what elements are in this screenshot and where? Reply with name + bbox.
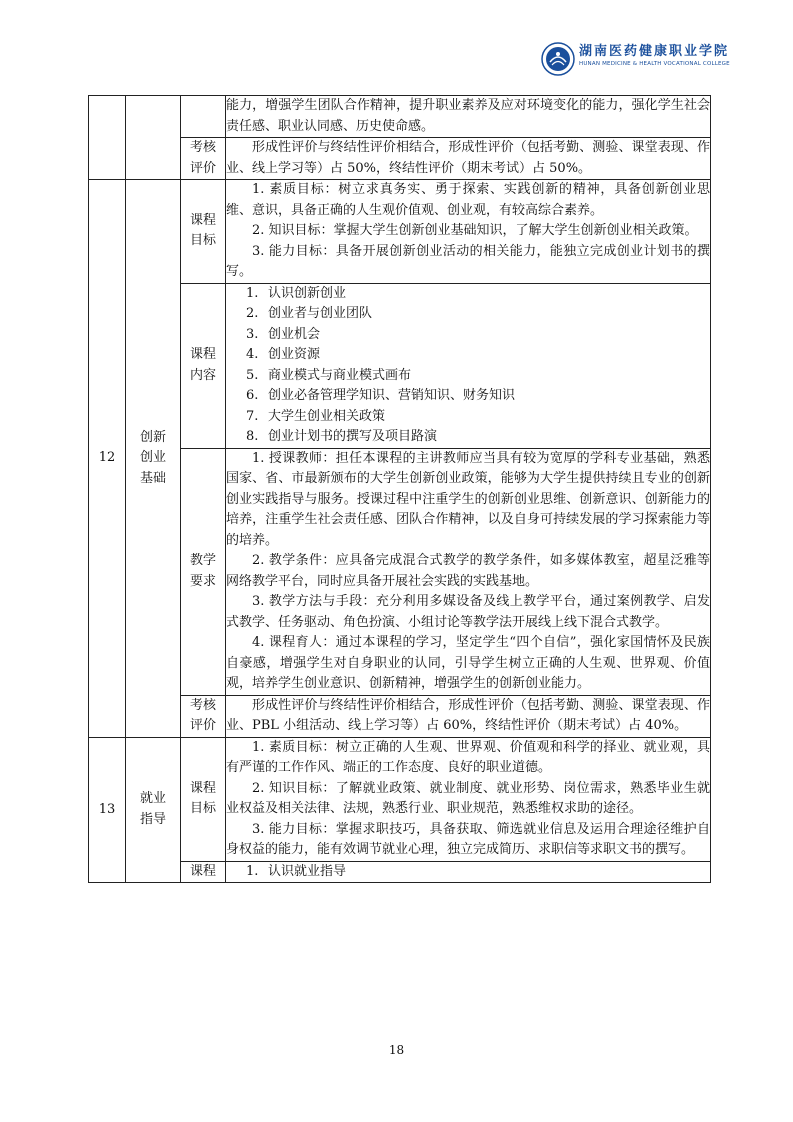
- list-item: 3. 创业机会: [246, 326, 321, 342]
- assessment-text: 形成性评价与终结性评价相结合，形成性评价（包括考勤、测验、课堂表现、作业、PBL 小组活动、线上学习等）占 60%，终结性评价（期末考试）占 40%。: [226, 695, 711, 737]
- course-cell-empty: [126, 96, 181, 180]
- goals-label: 课程 目标: [181, 180, 226, 284]
- curriculum-table: [88, 95, 711, 883]
- course-contents: [226, 283, 711, 448]
- goal-item: 1. 素质目标：树立正确的人生观、世界观、价值观和科学的择业、就业观，具有严谨的工作作风、端正的工作态度、良好的职业道德。: [226, 739, 710, 775]
- course-number: 13: [89, 737, 126, 883]
- table-row: [89, 180, 711, 284]
- course-name: 创新 创业 基础: [126, 180, 181, 738]
- requirements-label: 教学 要求: [181, 448, 226, 695]
- list-item: 1. 认识就业指导: [246, 863, 347, 879]
- goal-item: 3. 能力目标：掌握求职技巧，具备获取、筛选就业信息及运用合理途径维护自身权益的能力，能有效调节就业心理，独立完成简历、求职信等求职文书的撰写。: [226, 821, 710, 857]
- goal-item: 2. 知识目标：了解就业政策、就业制度、就业形势、岗位需求，熟悉毕业生就业权益及相关法律、法规，熟悉行业、职业规范，熟悉维权求助的途径。: [226, 780, 710, 816]
- course-number: 12: [89, 180, 126, 738]
- table-row: [89, 448, 711, 695]
- list-item: 4. 创业资源: [246, 347, 321, 362]
- course-goals: [226, 180, 711, 284]
- assessment-label: 考核 评价: [181, 138, 226, 180]
- list-item: 7. 大学生创业相关政策: [246, 408, 386, 424]
- course-goals: [226, 737, 711, 861]
- school-name-en: HUNAN MEDICINE & HEALTH VOCATIONAL COLLEGE: [579, 61, 730, 67]
- requirement-item: 3. 教学方法与手段：充分利用多媒设备及线上教学平台，通过案例教学、启发式教学、任务驱动、角色扮演、小组讨论等教学法开展线上线下混合式教学。: [226, 594, 710, 630]
- content-label: 课程 内容: [181, 283, 226, 448]
- num-cell-empty: [89, 96, 126, 180]
- requirement-item: 4. 课程育人：通过本课程的学习，坚定学生“四个自信”，强化家国情怀及民族自豪感，增强学生对自身职业的认同，引导学生树立正确的人生观、世界观、价值观，培养学生创业意识、创新精神，增强学生的创新创业能力。: [226, 635, 710, 691]
- requirement-item: 1. 授课教师：担任本课程的主讲教师应当具有较为宽厚的学科专业基础，熟悉国家、省、市最新颁布的大学生创新创业政策，能够为大学生提供持续且专业的创新创业实践指导与服务。授课过程中注重学生的创新创业思维、创新意识、创新能力的培养，注重学生社会责任感、团队合作精神，以及自身可持续发展的学习探索能力等的培养。: [226, 450, 710, 548]
- page-number: 18: [388, 1043, 405, 1057]
- label-cell-empty: [181, 96, 226, 138]
- school-logo-icon: [541, 42, 575, 76]
- goals-label: 课程 目标: [181, 737, 226, 861]
- assessment-text: 形成性评价与终结性评价相结合，形成性评价（包括考勤、测验、课堂表现、作业、线上学习等）占 50%，终结性评价（期末考试）占 50%。: [226, 138, 711, 180]
- table-row: [89, 695, 711, 737]
- content-label: 课程: [181, 861, 226, 883]
- list-item: 5. 商业模式与商业模式画布: [246, 367, 412, 383]
- requirement-item: 2. 教学条件：应具备完成混合式教学的教学条件，如多媒体教室，超星泛雅等网络教学平台，同时应具备开展社会实践的实践基地。: [226, 553, 710, 589]
- school-name: 湖南医药健康职业学院: [579, 44, 730, 59]
- list-item: 6. 创业必备管理学知识、营销知识、财务知识: [246, 388, 516, 403]
- school-name-block: [579, 44, 744, 68]
- list-item: 1. 认识创新创业: [246, 285, 347, 301]
- teaching-requirements: [226, 448, 711, 695]
- table-row: [89, 861, 711, 883]
- course-contents: [226, 861, 711, 883]
- page-header: [541, 40, 741, 80]
- goal-item: 1. 素质目标：树立求真务实、勇于探索、实践创新的精神，具备创新创业思维、意识，具备正确的人生观价值观、创业观，有较高综合素养。: [226, 182, 710, 218]
- table-row: [89, 283, 711, 448]
- table-row: [89, 737, 711, 861]
- table-row: [89, 96, 711, 138]
- goal-item: 3. 能力目标：具备开展创新创业活动的相关能力，能独立完成创业计划书的撰写。: [226, 243, 710, 279]
- course-name: 就业 指导: [126, 737, 181, 883]
- list-item: 8. 创业计划书的撰写及项目路演: [246, 429, 438, 444]
- list-item: 2. 创业者与创业团队: [246, 306, 373, 321]
- continued-text: 能力，增强学生团队合作精神，提升职业素养及应对环境变化的能力，强化学生社会责任感、职业认同感、历史使命感。: [226, 96, 711, 138]
- goal-item: 2. 知识目标：掌握大学生创新创业基础知识，了解大学生创新创业相关政策。: [252, 223, 698, 238]
- table-row: [89, 138, 711, 180]
- assessment-label: 考核 评价: [181, 695, 226, 737]
